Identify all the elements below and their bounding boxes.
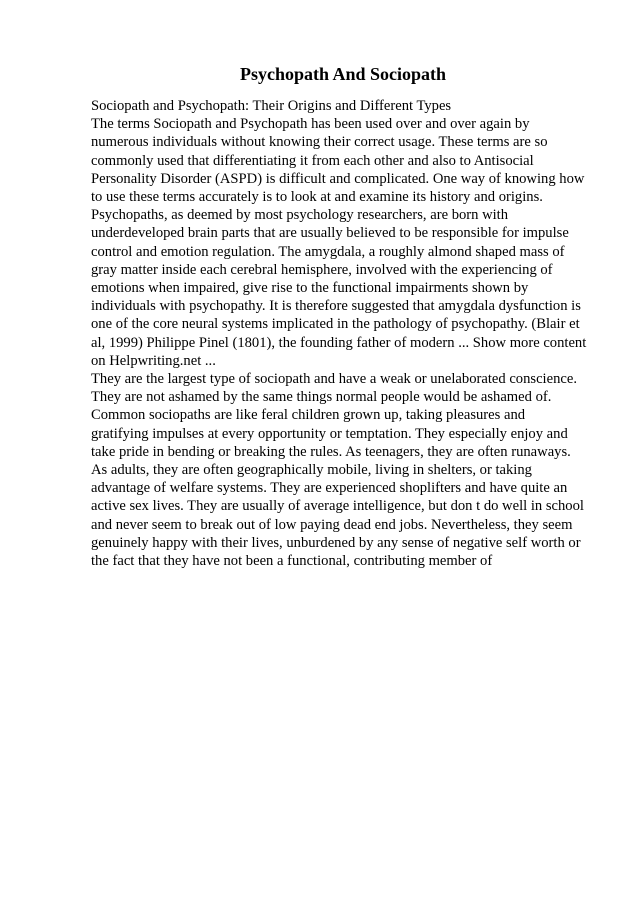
- body-line: underdeveloped brain parts that are usually believed to be responsible for impulse: [91, 225, 569, 242]
- body-line: gray matter inside each cerebral hemisphere, involved with the experiencing of: [91, 261, 553, 278]
- body-line: al, 1999) Philippe Pinel (1801), the founding father of modern ... Show more content: [91, 334, 587, 351]
- body-line: They are not ashamed by the same things normal people would be ashamed of.: [91, 389, 552, 406]
- body-line: Common sociopaths are like feral children grown up, taking pleasures and: [91, 407, 526, 424]
- body-line: take pride in bending or breaking the rules. As teenagers, they are often runaways.: [91, 443, 571, 460]
- body-line: genuinely happy with their lives, unburdened by any sense of negative self worth or: [91, 534, 581, 551]
- body-line: the fact that they have not been a functional, contributing member of: [91, 553, 493, 570]
- body-line: one of the core neural systems implicated in the pathology of psychopathy. (Blair et: [91, 316, 580, 333]
- body-line: Psychopaths, as deemed by most psychology researchers, are born with: [91, 207, 509, 224]
- body-line: The terms Sociopath and Psychopath has been used over and over again by: [91, 116, 530, 133]
- body-line: As adults, they are often geographically mobile, living in shelters, or taking: [91, 462, 532, 479]
- body-line: numerous individuals without knowing their correct usage. These terms are so: [91, 134, 548, 151]
- body-line: commonly used that differentiating it from each other and also to Antisocial: [91, 152, 534, 169]
- body-line: to use these terms accurately is to look at and examine its history and origins.: [91, 189, 543, 206]
- document-body: [91, 97, 591, 570]
- body-line: advantage of welfare systems. They are experienced shoplifters and have quite an: [91, 480, 568, 497]
- body-line: and never seem to break out of low paying dead end jobs. Nevertheless, they seem: [91, 516, 573, 533]
- body-line: gratifying impulses at every opportunity or temptation. They especially enjoy and: [91, 425, 568, 442]
- body-line: on Helpwriting.net ...: [91, 352, 216, 369]
- body-line: Sociopath and Psychopath: Their Origins and Different Types: [91, 98, 452, 114]
- body-line: individuals with psychopathy. It is therefore suggested that amygdala dysfunction is: [91, 298, 581, 315]
- document-title: Psychopath And Sociopath: [239, 64, 447, 84]
- body-line: control and emotion regulation. The amygdala, a roughly almond shaped mass of: [91, 243, 565, 260]
- body-line: They are the largest type of sociopath and have a weak or unelaborated conscience.: [91, 371, 577, 388]
- body-line: Personality Disorder (ASPD) is difficult and complicated. One way of knowing how: [91, 170, 585, 187]
- body-line: emotions when impaired, give rise to the functional impairments shown by: [91, 280, 529, 297]
- body-line: active sex lives. They are usually of average intelligence, but don t do well in school: [91, 498, 584, 515]
